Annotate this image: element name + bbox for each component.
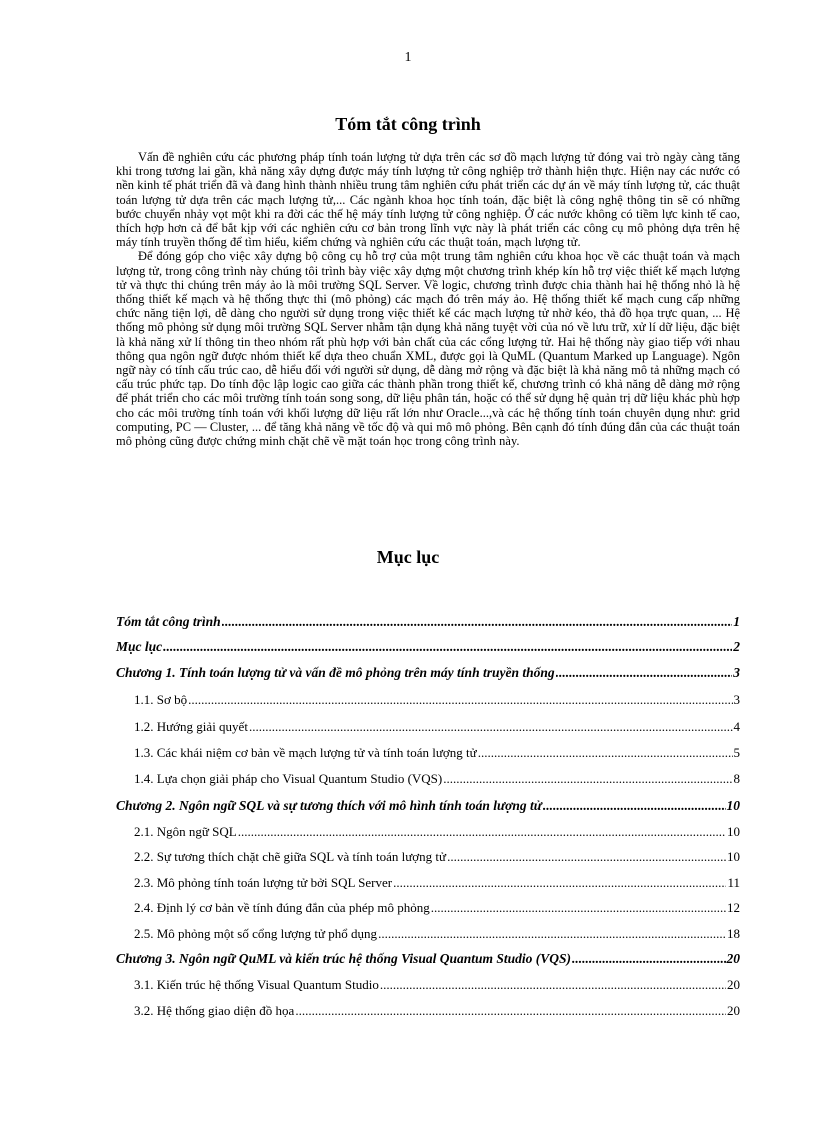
- toc-entry[interactable]: [116, 947, 740, 967]
- toc-leader: [163, 639, 732, 655]
- toc-entry-page: 20: [726, 951, 740, 966]
- toc-entry-text: 2.3. Mô phỏng tính toán lượng tử bởi SQL Server: [134, 875, 393, 890]
- toc-leader: [556, 665, 733, 681]
- toc-entry-text: 3.2. Hệ thống giao diện đồ họa: [134, 1003, 295, 1018]
- toc-leader: [380, 977, 726, 993]
- toc-entry-text: Tóm tắt công trình: [116, 614, 221, 629]
- toc-entry[interactable]: [116, 999, 740, 1019]
- toc-leader: [543, 798, 726, 814]
- toc-entry-page: 11: [727, 875, 740, 890]
- toc-leader: [295, 1003, 726, 1019]
- toc-leader: [478, 745, 733, 761]
- toc-leader: [572, 951, 725, 967]
- toc-entry[interactable]: [116, 922, 740, 942]
- toc-entry-text: 2.4. Định lý cơ bản về tính đúng đắn của phép mô phỏng: [134, 900, 430, 915]
- toc-entry-page: 18: [727, 926, 740, 941]
- summary-paragraph: Vấn đề nghiên cứu các phương pháp tính toán lượng tử dựa trên các sơ đồ mạch lượng tử đóng vai trò ngày càng tăng khi trong tương lai gần, khả năng xây dựng được máy tính lượng tử công nghiệp trở thành hiện thực. Hiện nay các nước có nền kinh tế phát triển đã và đang hình thành nhiều trung tâm nghiên cứu phát triển các dự án về máy tính lượng tử, các thuật toán lượng tử dựa trên các mạch lượng tử,... Các ngành khoa học tính toán, đặc biệt là công nghệ thông tin sẽ có những bước chuyển nhảy vọt một khi ra đời các thế hệ máy tính lượng tử công nghiệp. Ở các nước không có tiềm lực kinh tế cao, thích hợp hơn cả để bắt kịp với các nghiên cứu cơ bản trong lĩnh vực này là phát triển các công cụ mô phỏng dựa trên hệ máy tính truyền thống để tìm hiểu, kiểm chứng và nghiên cứu các thuật toán, mạch lượng tử.: [116, 150, 740, 250]
- summary-paragraph: Để đóng góp cho việc xây dựng bộ công cụ hỗ trợ của một trung tâm nghiên cứu khoa học về các thuật toán và mạch lượng tử, trong công trình này chúng tôi trình bày việc xây dựng một chương trình khép kín hỗ trợ việc thiết kế mạch lượng tử và thực thi chúng trên máy ảo là môi trường SQL Server. Về logic, chương trình được chia thành hai hệ thống nhỏ là hệ thống thiết kế mạch và hệ thống thực thi (mô phỏng) các mạch đó trên máy ảo. Hệ thống thiết kế mạch cung cấp những chức năng tiện lợi, dễ dàng cho người sử dụng trong việc thiết kế các mạch lượng tử nhờ kéo, thả đồ họa trực quan, ... Hệ thống mô phỏng sử dụng môi trường SQL Server nhằm tận dụng khả năng tuyệt vời của nó về lưu trữ, xử lí dữ liệu, đặc biệt là khả năng xử lí thông tin theo nhóm rất phù hợp với bản chất của các cổng lượng tử. Hai hệ thống này giao tiếp với nhau thông qua ngôn ngữ được nhóm thiết kế dựa theo chuẩn XML, được gọi là QuML (Quantum Marked up Language). Ngôn ngữ này có tính cấu trúc cao, dễ hiểu đối với người sử dụng, dễ dàng mở rộng và đặc biệt là khả năng mô tả những mạch có cấu trúc phức tạp. Do tính độc lập logic cao giữa các thành phần trong thiết kế, chương trình có khả năng dễ dàng mở rộng để phát triển cho các môi trường tính toán song song, dữ liệu phân tán, hoặc có thể sử dụng hệ quản trị dữ liệu khác phù hợp cho các môi trường tính toán với khối lượng dữ liệu rất lớn như Oracle...,và các hệ thống tính toán chuyên dụng như: grid computing, PC — Cluster, ... để tăng khả năng về tốc độ và qui mô mô phỏng. Bên cạnh đó tính đúng đắn của các thuật toán mô phỏng cũng được chứng minh chặt chẽ về mặt toán học trong công trình này.: [116, 249, 740, 449]
- toc-entry[interactable]: [116, 973, 740, 993]
- toc-entry-text: 2.1. Ngôn ngữ SQL: [134, 824, 237, 839]
- toc-entry[interactable]: [116, 794, 740, 814]
- toc-entry[interactable]: [116, 767, 740, 787]
- toc-entry-page: 10: [726, 798, 740, 813]
- toc-entry[interactable]: [116, 741, 740, 761]
- toc-entry[interactable]: [116, 871, 740, 891]
- toc-entry-page: 10: [727, 849, 740, 864]
- toc-entry-text: 3.1. Kiến trúc hệ thống Visual Quantum Studio: [134, 977, 379, 992]
- toc-entry[interactable]: [116, 715, 740, 735]
- toc-entry[interactable]: [116, 688, 740, 708]
- toc-entry-page: 20: [727, 977, 740, 992]
- toc-entry-page: 12: [727, 900, 740, 915]
- toc-entry-text: 2.2. Sự tương thích chặt chẽ giữa SQL và tính toán lượng tử: [134, 849, 447, 864]
- summary-body: [116, 150, 740, 448]
- toc-leader: [238, 824, 726, 840]
- toc-leader: [443, 771, 732, 787]
- toc-entry-text: 1.2. Hướng giải quyết: [134, 719, 248, 734]
- toc-entry-text: 1.1. Sơ bộ: [134, 692, 188, 707]
- toc-entry-page: 20: [727, 1003, 740, 1018]
- page-number: 1: [404, 50, 412, 65]
- toc-entry-page: 1: [733, 614, 740, 629]
- toc-title: Mục lục: [376, 547, 440, 567]
- toc-entry-text: Chương 1. Tính toán lượng tử và vấn đề mô phỏng trên máy tính truyền thống: [116, 665, 555, 680]
- toc-entry-page: 3: [733, 692, 740, 707]
- toc-entry[interactable]: [116, 610, 740, 630]
- toc-leader: [249, 719, 733, 735]
- toc-leader: [431, 900, 726, 916]
- toc-entry-text: Chương 2. Ngôn ngữ SQL và sự tương thích với mô hình tính toán lượng tử: [116, 798, 542, 813]
- toc-leader: [447, 849, 726, 865]
- toc-entry[interactable]: [116, 635, 740, 655]
- toc-leader: [188, 692, 732, 708]
- toc-entry[interactable]: [116, 896, 740, 916]
- toc-entry-text: Chương 3. Ngôn ngữ QuML và kiến trúc hệ thống Visual Quantum Studio (VQS): [116, 951, 572, 966]
- toc-leader: [378, 926, 726, 942]
- toc-entry-text: 1.3. Các khái niệm cơ bản về mạch lượng tử và tính toán lượng tử: [134, 745, 477, 760]
- toc-entry-page: 3: [733, 665, 740, 680]
- toc-entry-page: 4: [733, 719, 740, 734]
- summary-title: Tóm tắt công trình: [335, 114, 481, 134]
- toc-entry[interactable]: [116, 845, 740, 865]
- toc-entry-page: 2: [733, 639, 740, 654]
- toc-entry-page: 8: [733, 771, 740, 786]
- toc-entry-text: Mục lục: [116, 639, 163, 654]
- toc-entry-page: 5: [733, 745, 740, 760]
- toc-entry[interactable]: [116, 661, 740, 681]
- toc-entry-text: 2.5. Mô phỏng một số cổng lượng tử phổ dụng: [134, 926, 378, 941]
- toc-leader: [222, 614, 733, 630]
- toc-entry-text: 1.4. Lựa chọn giải pháp cho Visual Quantum Studio (VQS): [134, 771, 443, 786]
- toc-entry-page: 10: [727, 824, 740, 839]
- toc-leader: [393, 875, 726, 891]
- toc-entry[interactable]: [116, 820, 740, 840]
